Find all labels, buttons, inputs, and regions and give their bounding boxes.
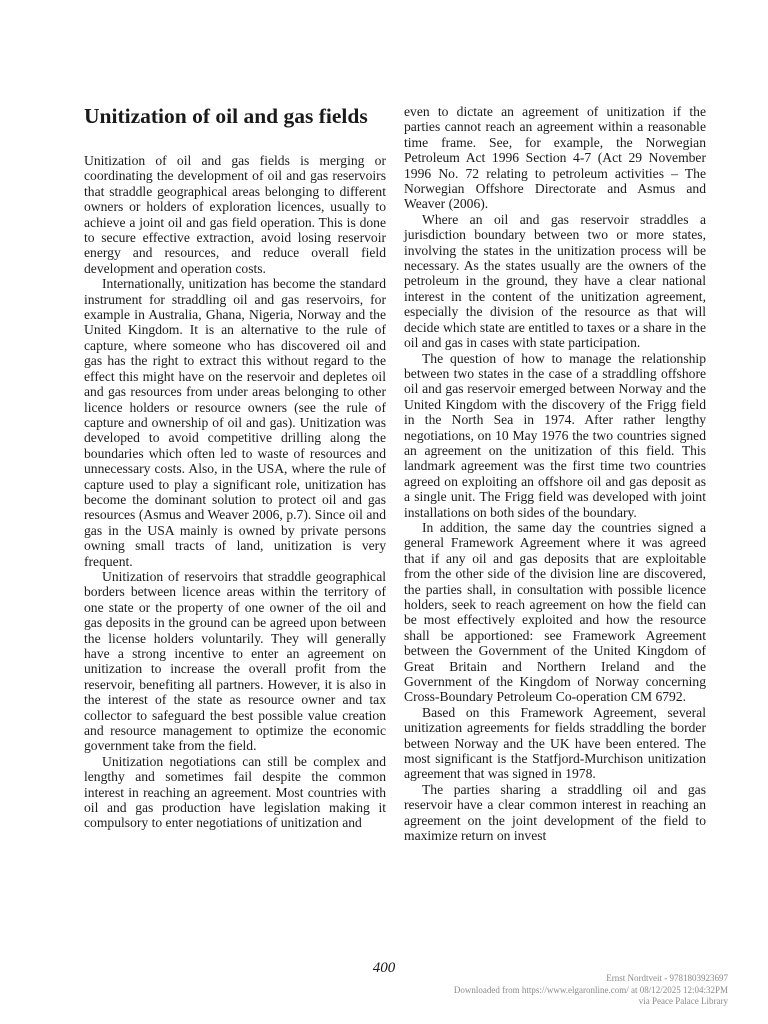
left-paragraph-2: Internationally, unitization has become the standard instrument for straddling oil and gas reservoirs, for example in Australia, Ghana, Nigeria, Norway and the United Kingdom. It is an alternative to the rule of capture, where someone who has discovered oil and gas has the right to extract this without regard to the effect this might have on the reservoir and depletes oil and gas resources from under areas belonging to other licence holders or resource owners (see the rule of capture and ownership of oil and gas). Unitization was developed to avoid competitive drilling along the boundaries which often led to waste of resources and unnecessary costs. Also, in the USA, where the rule of capture used to play a significant role, unitization has become the dominant solution to protect oil and gas resources (Asmus and Weaver 2006, p.7). Since oil and gas in the USA mainly is owned by private persons owning small tracts of land, unitization is very frequent.	[84, 276, 386, 569]
article-title: Unitization of oil and gas fields	[84, 104, 368, 128]
right-paragraph-4: In addition, the same day the countries signed a general Framework Agreement where it was agreed that if any oil and gas deposits that are exploitable from the other side of the division line are discovered, the parties shall, in consultation with possible licence holders, seek to reach agreement on how the field can be most effectively exploited and how the resource shall be apportioned: see Framework Agreement between the Government of the United Kingdom of Great Britain and Northern Ireland and the Government of the Kingdom of Norway concerning Cross-Boundary Petroleum Co-operation CM 6792.	[404, 519, 706, 705]
right-paragraph-2: Where an oil and gas reservoir straddles a jurisdiction boundary between two or more states, involving the states in the unitization process will be necessary. As the states usually are the owners of the petroleum in the ground, they have a clear national interest in the content of the unitization agreement, especially the division of the resource as that will decide which state are entitled to taxes or a share in the oil and gas in cases with state participation.	[404, 211, 706, 351]
download-footer	[454, 973, 728, 1008]
footer-library: via Peace Palace Library	[638, 996, 728, 1006]
left-paragraph-3: Unitization of reservoirs that straddle geographical borders between licence areas within the territory of one state or the property of one owner of the oil and gas deposits in the ground can be agreed upon between the license holders voluntarily. They will generally have a strong incentive to enter an agreement on unitization to increase the overall profit from the reservoir, benefiting all partners. However, it is also in the interest of the state as resource owner and tax collector to safeguard the best possible value creation and resource management to optimize the economic government take from the field.	[84, 568, 386, 754]
left-paragraph-1: Unitization of oil and gas fields is merging or coordinating the development of oil and gas reservoirs that straddle geographical areas belonging to different owners or holders of exploration licences, usually to achieve a joint oil and gas field operation. This is done to secure effective extraction, avoid losing reservoir energy and resources, and reduce overall field development and operation costs.	[84, 153, 386, 276]
right-column	[404, 104, 706, 844]
footer-author-isbn: Ernst Nordtveit - 9781803923697	[606, 973, 728, 983]
right-paragraph-1: even to dictate an agreement of unitization if the parties cannot reach an agreement within a reasonable time frame. See, for example, the Norwegian Petroleum Act 1996 Section 4-7 (Act 29 November 1996 No. 72 relating to petroleum activities – The Norwegian Offshore Directorate and Asmus and Weaver (2006).	[404, 104, 706, 212]
left-paragraph-4: Unitization negotiations can still be complex and lengthy and sometimes fail despite the common interest in reaching an agreement. Most countries with oil and gas production have legislation making it compulsory to enter negotiations of unitization and	[84, 753, 386, 831]
page-number: 400	[372, 960, 396, 976]
left-column	[84, 104, 386, 831]
right-paragraph-6: The parties sharing a straddling oil and gas reservoir have a clear common interest in reaching an agreement on the joint development of the field to maximize return on invest	[404, 781, 706, 844]
right-paragraph-3: The question of how to manage the relationship between two states in the case of a straddling offshore oil and gas reservoir emerged between Norway and the United Kingdom with the discovery of the Frigg field in the North Sea in 1974. After rather lengthy negotiations, on 10 May 1976 the two countries signed an agreement on the unitization of this field. This landmark agreement was the first time two countries agreed on exploiting an offshore oil and gas deposit as a single unit. The Frigg field was developed with joint installations on both sides of the boundary.	[404, 350, 706, 520]
right-paragraph-5: Based on this Framework Agreement, several unitization agreements for fields straddling the border between Norway and the UK have been entered. The most significant is the Statfjord-Murchison unitization agreement that was signed in 1978.	[404, 704, 706, 782]
footer-download-source: Downloaded from https://www.elgaronline.com/ at 08/12/2025 12:04:32PM	[453, 984, 728, 995]
